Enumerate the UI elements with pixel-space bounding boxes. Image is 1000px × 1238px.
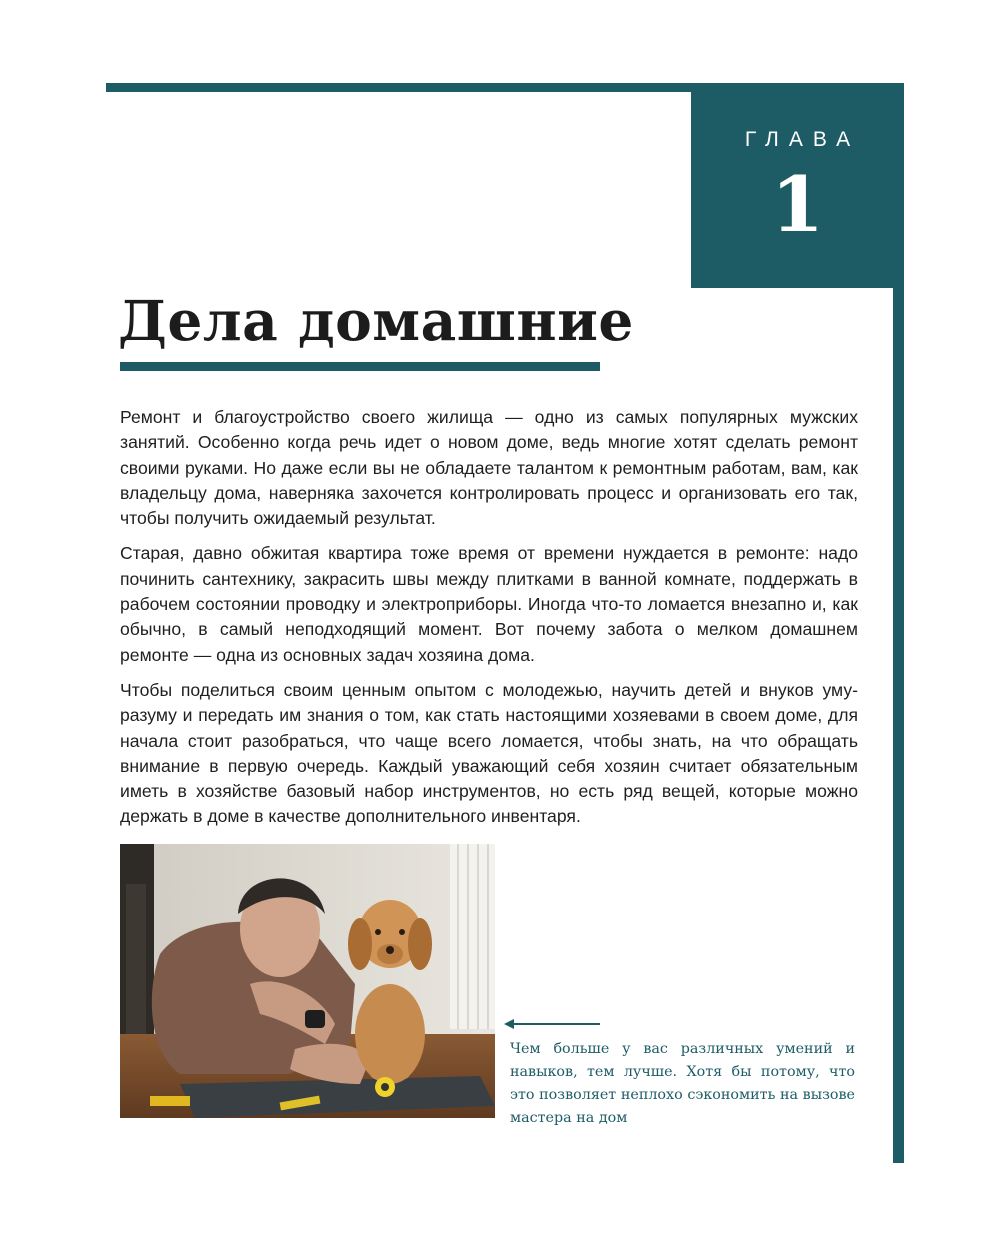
paragraph-3: Чтобы поделиться своим ценным опытом с молодежью, научить детей и внуков уму-разуму и передать им знания о том, как стать настоящими хозяевами в своем доме, для начала стоит разобраться, что чаще всего ломается, чтобы знать, на что обращать внимание в первую очередь. Каждый уважающий себя хозяин считает обязательным иметь в хозяйстве базовый набор инструментов, но есть ряд вещей, которые можно держать в доме в качестве дополнительного инвентаря. xyxy=(120,679,858,827)
photo-caption: Чем больше у вас различных умений и навыков, тем лучше. Хотя бы потому, что это позволяет неплохо сэкономить на вызове мастера на дом xyxy=(510,1041,855,1126)
body-text xyxy=(120,405,858,840)
paragraph-1: Ремонт и благоустройство своего жилища — одно из самых популярных мужских занятий. Особенно когда речь идет о новом доме, ведь многие хотят сделать ремонт своими руками. Но даже если вы не обладаете талантом к ремонтным работам, вам, как владельцу дома, наверняка захочется контролировать процесс и организовать его так, чтобы получить ожидаемый результат. xyxy=(120,407,858,529)
chapter-box xyxy=(691,90,904,288)
paragraph-2: Старая, давно обжитая квартира тоже время от времени нуждается в ремонте: надо починить сантехнику, закрасить швы между плитками в ванной комнате, поддержать в рабочем состоянии проводку и электроприборы. Иногда что-то ломается внезапно и, как обычно, в самый неподходящий момент. Вот почему забота о мелком домашнем ремонте — одна из основных задач хозяина дома. xyxy=(120,543,858,665)
chapter-number: 1 xyxy=(771,160,824,249)
caption-arrow-icon xyxy=(504,1017,600,1031)
chapter-label: ГЛАВА xyxy=(744,128,861,151)
chapter-title: Дела домашние xyxy=(118,288,634,353)
title-underline xyxy=(120,362,600,371)
photo-man-and-dog xyxy=(120,844,495,1118)
